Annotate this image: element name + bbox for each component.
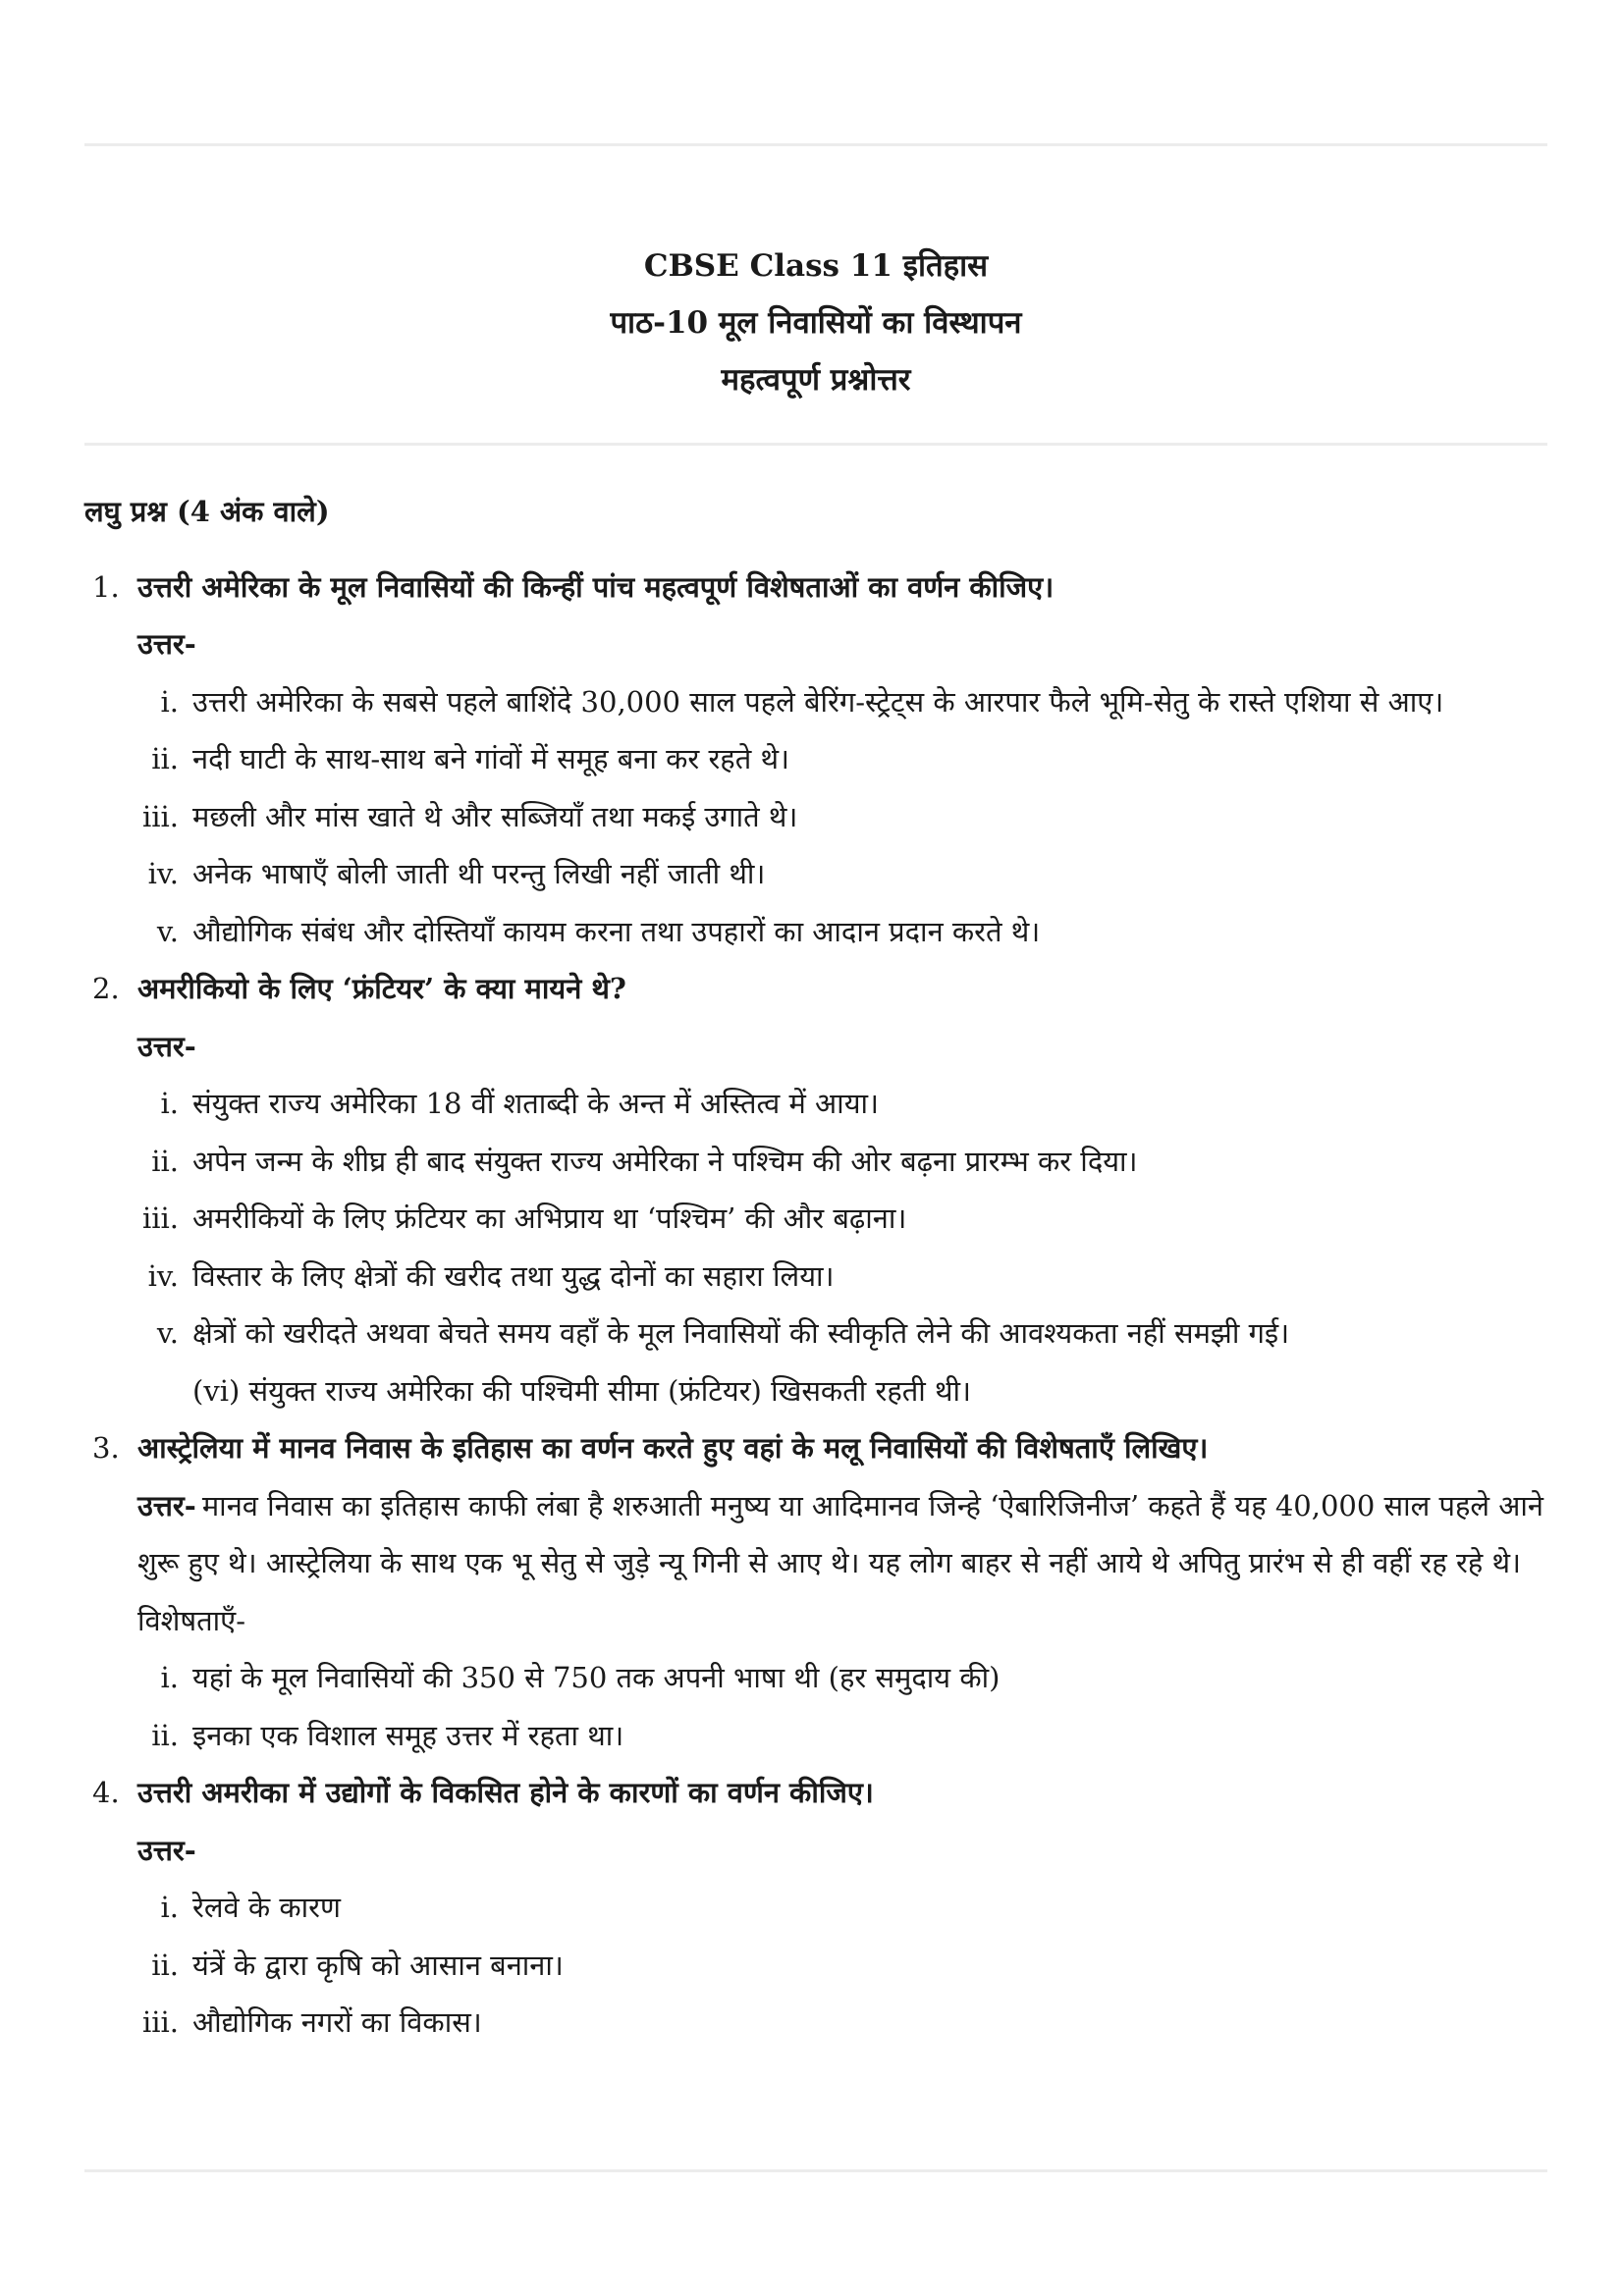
item-numeral: i. <box>160 684 179 719</box>
item-numeral: v. <box>156 914 179 948</box>
question-4 <box>84 1764 1547 2052</box>
item-text: अपेन जन्म के शीघ्र ही बाद संयुक्त राज्य अमेरिका ने पश्चिम की ओर बढ़ना प्रारम्भ कर दिया। <box>192 1144 1138 1178</box>
item-text: मछली और मांस खाते थे और सब्जियाँ तथा मकई उगाते थे। <box>192 799 798 833</box>
item-text: अनेक भाषाएँ बोली जाती थी परन्तु लिखी नहीं जाती थी। <box>192 857 766 890</box>
answer-item <box>137 1190 1547 1248</box>
answer-item <box>137 788 1547 846</box>
section-title: लघु प्रश्न (4 अंक वाले) <box>84 495 330 528</box>
question-text: आस्ट्रेलिया में मानव निवास के इतिहास का वर्णन करते हुए वहां के मलू निवासियों की विशेषताएँ लिखिए। <box>137 1431 1209 1465</box>
item-numeral: i. <box>160 1661 179 1694</box>
answer-item <box>137 1305 1547 1362</box>
item-text: यहां के मूल निवासियों की 350 से 750 तक अपनी भाषा थी (हर समुदाय की) <box>192 1661 1001 1694</box>
answer-label: उत्तर- <box>137 627 196 661</box>
item-numeral: iv. <box>147 1258 179 1293</box>
answer-list <box>137 673 1547 961</box>
item-text: रेलवे के कारण <box>192 1891 341 1924</box>
item-numeral: iii. <box>141 1201 179 1235</box>
item-numeral: ii. <box>151 1718 179 1752</box>
item-text: विस्तार के लिए क्षेत्रों की खरीद तथा युद्ध दोनों का सहारा लिया। <box>192 1258 835 1293</box>
item-text: नदी घाटी के साथ-साथ बने गांवों में समूह बना कर रहते थे। <box>192 742 789 775</box>
item-text: औद्योगिक नगरों का विकास। <box>192 2005 482 2039</box>
bottom-divider <box>84 2169 1547 2172</box>
item-numeral: ii. <box>151 1948 179 1982</box>
answer-label: उत्तर- <box>137 1029 196 1063</box>
item-text: संयुक्त राज्य अमेरिका 18 वीं शताब्दी के अन्त में अस्तित्व में आया। <box>192 1087 880 1120</box>
question-number: 1. <box>92 569 120 604</box>
item-numeral: v. <box>156 1316 179 1350</box>
item-numeral: iii. <box>141 2005 179 2039</box>
item-numeral: ii. <box>151 742 179 775</box>
document-body <box>84 483 1547 2052</box>
question-text: अमरीकियो के लिए ‘फ्रंटियर’ के क्या मायने थे? <box>137 972 626 1005</box>
answer-label: उत्तर- <box>137 1488 196 1522</box>
item-numeral: iv. <box>147 857 179 890</box>
answer-list <box>137 1649 1547 1764</box>
item-text: इनका एक विशाल समूह उत्तर में रहता था। <box>192 1718 624 1752</box>
answer-label: उत्तर- <box>137 1833 196 1867</box>
header-subtitle: महत्वपूर्ण प्रश्नोत्तर <box>721 362 911 398</box>
header-divider <box>84 443 1547 446</box>
question-text: उत्तरी अमरीका में उद्योगों के विकसित होने के कारणों का वर्णन कीजिए। <box>137 1776 874 1809</box>
question-text: उत्तरी अमेरिका के मूल निवासियों की किन्हीं पांच महत्वपूर्ण विशेषताओं का वर्णन कीजिए। <box>137 569 1055 604</box>
answer-item <box>137 1937 1547 1995</box>
answer-item <box>137 1248 1547 1306</box>
answer-item <box>137 730 1547 788</box>
item-numeral: ii. <box>151 1144 179 1178</box>
answer-list <box>137 1075 1547 1362</box>
answer-item <box>137 673 1547 731</box>
answer-item <box>137 1707 1547 1765</box>
item-text: औद्योगिक संबंध और दोस्तियाँ कायम करना तथा उपहारों का आदान प्रदान करते थे। <box>192 914 1041 948</box>
top-divider <box>84 143 1547 146</box>
item-text: क्षेत्रों को खरीदते अथवा बेचते समय वहाँ के मूल निवासियों की स्वीकृति लेने की आवश्यकता नहीं समझी गई। <box>192 1316 1290 1350</box>
answer-paragraph <box>137 1477 1547 1650</box>
item-text: उत्तरी अमेरिका के सबसे पहले बाशिंदे 30,000 साल पहले बेरिंग-स्ट्रेट्स के आरपार फैले भूमि-सेतु के रास्ते एशिया से आए। <box>192 684 1444 719</box>
header-chapter: पाठ-10 मूल निवासियों का विस्थापन <box>610 305 1022 341</box>
answer-item <box>137 1075 1547 1133</box>
item-text: अमरीकियों के लिए फ्रंटियर का अभिप्राय था ‘पश्चिम’ की और बढ़ाना। <box>192 1201 907 1235</box>
answer-item <box>137 1994 1547 2052</box>
question-1 <box>84 559 1547 961</box>
item-numeral: iii. <box>141 799 179 833</box>
item-numeral: i. <box>160 1087 179 1120</box>
question-number: 4. <box>92 1776 120 1809</box>
document-header <box>84 238 1547 408</box>
answer-item <box>137 1649 1547 1707</box>
item-text: यंत्रें के द्वारा कृषि को आसान बनाना। <box>192 1948 564 1982</box>
answer-item <box>137 1133 1547 1191</box>
question-number: 2. <box>92 972 120 1005</box>
answer-item <box>137 845 1547 903</box>
question-2 <box>84 960 1547 1419</box>
header-title: CBSE Class 11 इतिहास <box>643 248 989 284</box>
question-number: 3. <box>92 1431 120 1465</box>
item-numeral: i. <box>160 1891 179 1924</box>
answer-item <box>137 1879 1547 1937</box>
answer-item <box>137 903 1547 961</box>
answer-extra-line: (vi) संयुक्त राज्य अमेरिका की पश्चिमी सीमा (फ्रंटियर) खिसकती रहती थी। <box>192 1373 972 1408</box>
question-3 <box>84 1419 1547 1764</box>
answer-list <box>137 1879 1547 2052</box>
answer-paragraph-text: मानव निवास का इतिहास काफी लंबा है शरुआती मनुष्य या आदिमानव जिन्हे ‘ऐबारिजिनीज’ कहते हैं यह 40,000 साल पहले आने शुरू हुए थे। आस्ट्रेलिया के साथ एक भू सेतु से जुड़े न्यू गिनी से आए थे। यह लोग बाहर से नहीं आये थे अपितु प्रारंभ से ही वहीं रह रहे थे। विशेषताएँ- <box>137 1488 1544 1637</box>
